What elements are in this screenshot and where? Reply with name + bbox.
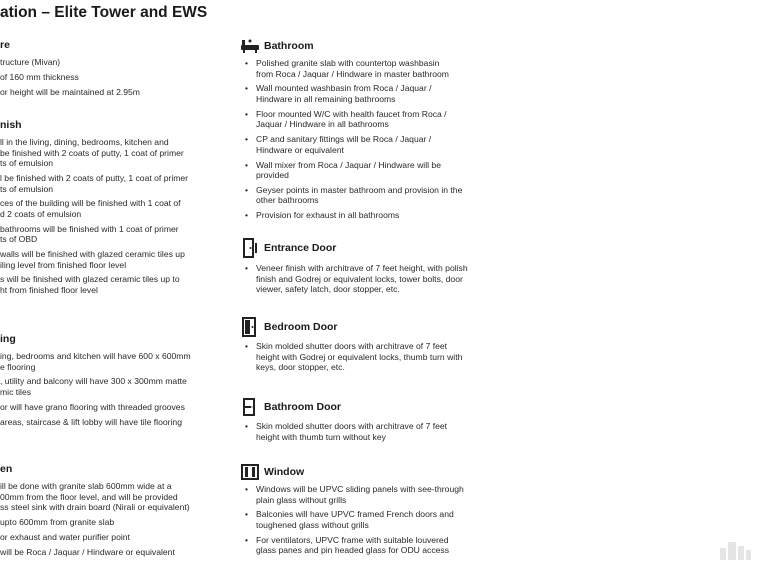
section-heading: Window <box>264 466 305 478</box>
list-item: will be Roca / Jaquar / Hindware or equivalent <box>0 546 175 557</box>
list-item: • Windows will be UPVC sliding panels with see-through plain glass without grills <box>240 484 502 505</box>
list-item: • Provision for exhaust in all bathrooms <box>240 210 502 221</box>
list-item: • For ventilators, UPVC frame with suitable louvered glass panes and pin headed glass for ODU access <box>240 535 502 556</box>
list-item: walls will be finished with glazed ceramic tiles up iling level from finished floor level <box>0 249 185 270</box>
building-watermark-icon <box>718 540 752 560</box>
section-heading: Bathroom <box>264 40 314 52</box>
section-window <box>240 463 502 560</box>
list-item: bathrooms will be finished with 1 coat of primer ts of OBD <box>0 223 179 245</box>
list-item: s will be finished with glazed ceramic tiles up to ht from finished floor level <box>0 274 180 296</box>
section-heading: re <box>0 39 10 51</box>
list-item: • Skin molded shutter doors with architrave of 7 feet height with thumb turn without key <box>240 421 502 442</box>
section-structure <box>0 36 230 101</box>
section-bathroom <box>240 37 502 225</box>
bathroom-door-icon <box>240 396 260 418</box>
section-heading: Bathroom Door <box>264 401 341 413</box>
section-bathroom-door <box>240 396 502 446</box>
section-heading: ing <box>0 333 16 345</box>
section-kitchen <box>0 460 230 561</box>
list-item: ing, bedrooms and kitchen will have 600 x 600mm e flooring <box>0 351 191 372</box>
list-item: or exhaust and water purifier point <box>0 531 130 542</box>
section-heading: nish <box>0 119 22 131</box>
list-item: areas, staircase & lift lobby will have tile flooring <box>0 416 182 427</box>
section-heading: Bedroom Door <box>264 321 338 333</box>
list-item: of 160 mm thickness <box>0 71 79 82</box>
entrance-door-icon <box>240 236 260 260</box>
section-flooring <box>0 330 230 431</box>
list-item: ll in the living, dining, bedrooms, kitchen and be finished with 2 coats of putty, 1 coat of primer ts of emulsion <box>0 137 184 169</box>
list-item: , utility and balcony will have 300 x 300mm matte mic tiles <box>0 376 187 397</box>
list-item: • Skin molded shutter doors with architrave of 7 feet height with Godrej or equivalent locks, thumb turn with keys, door stopper, etc. <box>240 341 502 373</box>
section-entrance-door <box>240 236 502 299</box>
list-item: • Geyser points in master bathroom and provision in the other bathrooms <box>240 185 502 206</box>
list-item: • Wall mixer from Roca / Jaquar / Hindware will be provided <box>240 160 502 181</box>
list-item: • Balconies will have UPVC framed French doors and toughened glass without grills <box>240 509 502 530</box>
window-icon <box>240 463 260 481</box>
list-item: • Polished granite slab with countertop washbasin from Roca / Jaquar / Hindware in master bathroom <box>240 58 502 79</box>
list-item: • Floor mounted W/C with health faucet from Roca / Jaquar / Hindware in all bathrooms <box>240 109 502 130</box>
list-item: upto 600mm from granite slab <box>0 516 115 527</box>
list-item: l be finished with 2 coats of putty, 1 coat of primer ts of emulsion <box>0 172 189 194</box>
list-item: tructure (Mivan) <box>0 57 61 67</box>
list-item: • CP and sanitary fittings will be Roca / Jaquar / Hindware or equivalent <box>240 134 502 155</box>
list-item: • Veneer finish with architrave of 7 feet height, with polish finish and Godrej or equivalent locks, tower bolts, door viewer, safety latch, door stopper, etc. <box>240 263 502 295</box>
bathtub-icon <box>240 37 260 55</box>
section-finish <box>0 116 230 300</box>
list-item: ill be done with granite slab 600mm wide at a 00mm from the floor level, and will be provided ss steel sink with drain board (Nirali or equivalent) <box>0 481 190 513</box>
list-item: • Wall mounted washbasin from Roca / Jaquar / Hindware in all remaining bathrooms <box>240 83 502 104</box>
list-item: or will have grano flooring with threaded grooves <box>0 401 185 412</box>
section-heading: en <box>0 463 13 475</box>
list-item: ces of the building will be finished with 1 coat of d 2 coats of emulsion <box>0 198 181 219</box>
bedroom-door-icon <box>240 316 260 338</box>
page-title: ation – Elite Tower and EWS <box>0 4 208 21</box>
list-item: or height will be maintained at 2.95m <box>0 86 140 97</box>
section-bedroom-door <box>240 316 502 377</box>
section-heading: Entrance Door <box>264 242 337 254</box>
